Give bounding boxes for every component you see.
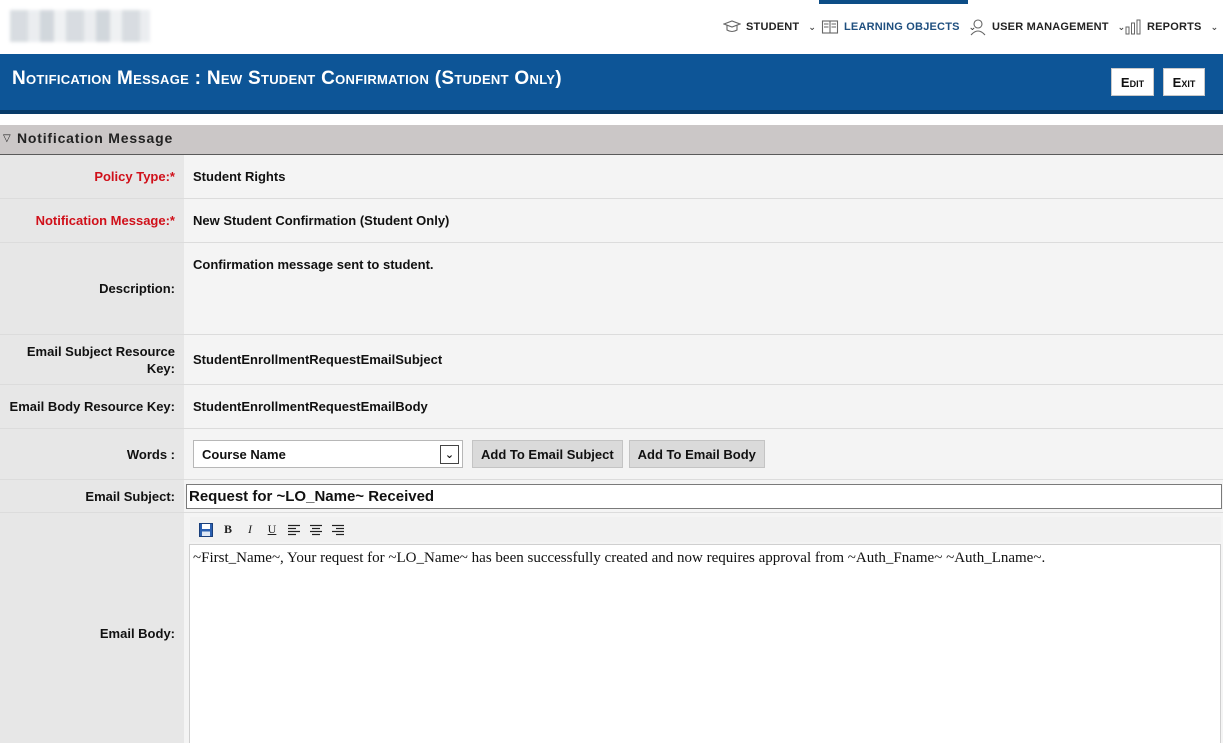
graduation-cap-icon: [723, 18, 741, 36]
description-value: Confirmation message sent to student.: [184, 243, 1223, 334]
save-icon[interactable]: [198, 522, 214, 538]
collapse-triangle-icon[interactable]: ▽: [3, 133, 11, 144]
add-to-email-body-button[interactable]: Add To Email Body: [629, 440, 765, 468]
email-subject-key-label: Email Subject Resource Key:: [0, 335, 184, 384]
nav-user-management[interactable]: [969, 0, 1125, 54]
edit-button[interactable]: Edit: [1111, 68, 1154, 96]
policy-type-value: Student Rights: [184, 155, 1223, 198]
words-select[interactable]: [193, 440, 463, 468]
email-subject-input[interactable]: Request for ~LO_Name~ Received: [186, 484, 1222, 509]
page-header: [0, 54, 1223, 114]
notification-message-label: Notification Message:*: [0, 199, 184, 242]
email-body-key-row: [0, 385, 1223, 429]
email-subject-key-value: StudentEnrollmentRequestEmailSubject: [184, 335, 1223, 384]
words-select-value: Course Name: [202, 446, 286, 462]
top-navigation: [0, 0, 1223, 54]
nav-learning-objects[interactable]: [821, 0, 976, 54]
align-right-icon[interactable]: [330, 522, 346, 538]
italic-icon[interactable]: I: [248, 522, 252, 536]
editor-toolbar: [190, 517, 1221, 542]
exit-button[interactable]: Exit: [1163, 68, 1205, 96]
chevron-down-icon: ⌄: [808, 21, 817, 32]
description-label: Description:: [0, 243, 184, 334]
chevron-down-icon: ⌄: [1210, 21, 1219, 32]
email-body-editor: [184, 513, 1223, 743]
nav-student-label: STUDENT: [746, 21, 800, 33]
words-controls: [184, 429, 1223, 479]
bold-icon[interactable]: B: [223, 522, 232, 536]
words-row: [0, 429, 1223, 480]
description-row: [0, 243, 1223, 335]
notification-message-value: New Student Confirmation (Student Only): [184, 199, 1223, 242]
email-body-label: Email Body:: [0, 513, 184, 743]
email-subject-key-row: [0, 335, 1223, 385]
align-left-icon[interactable]: [286, 522, 302, 538]
email-body-textarea[interactable]: ~First_Name~, Your request for ~LO_Name~ has been successfully created and now requires approval from ~Auth_Fname~ ~Auth_Lname~.: [189, 544, 1221, 743]
policy-type-label: Policy Type:*: [0, 155, 184, 198]
nav-reports[interactable]: [1124, 0, 1218, 54]
policy-type-row: [0, 155, 1223, 199]
bar-chart-icon: [1124, 18, 1142, 36]
nav-reports-label: REPORTS: [1147, 21, 1202, 33]
notification-form: [0, 155, 1223, 743]
email-body-key-label: Email Body Resource Key:: [0, 385, 184, 428]
nav-user-management-label: USER MANAGEMENT: [992, 21, 1109, 33]
words-label: Words :: [0, 429, 184, 479]
email-body-row: [0, 513, 1223, 743]
section-header[interactable]: [0, 125, 1223, 155]
chevron-down-icon: ⌄: [1117, 21, 1126, 32]
email-subject-cell: [184, 480, 1223, 512]
email-subject-row: [0, 480, 1223, 513]
chevron-down-icon[interactable]: ⌄: [440, 445, 459, 464]
align-center-icon[interactable]: [308, 522, 324, 538]
nav-learning-objects-label: LEARNING OBJECTS: [844, 21, 960, 33]
chevron-down-icon: ⌄: [968, 21, 977, 32]
logo: [10, 10, 150, 42]
add-to-email-subject-button[interactable]: Add To Email Subject: [472, 440, 623, 468]
book-icon: [821, 18, 839, 36]
nav-student[interactable]: [723, 0, 816, 54]
notification-message-row: [0, 199, 1223, 243]
user-icon: [969, 18, 987, 36]
email-subject-label: Email Subject:: [0, 480, 184, 512]
page-title: Notification Message : New Student Confirmation (Student Only): [12, 68, 562, 89]
email-body-key-value: StudentEnrollmentRequestEmailBody: [184, 385, 1223, 428]
section-title: Notification Message: [17, 130, 174, 146]
underline-icon[interactable]: U: [267, 522, 277, 536]
